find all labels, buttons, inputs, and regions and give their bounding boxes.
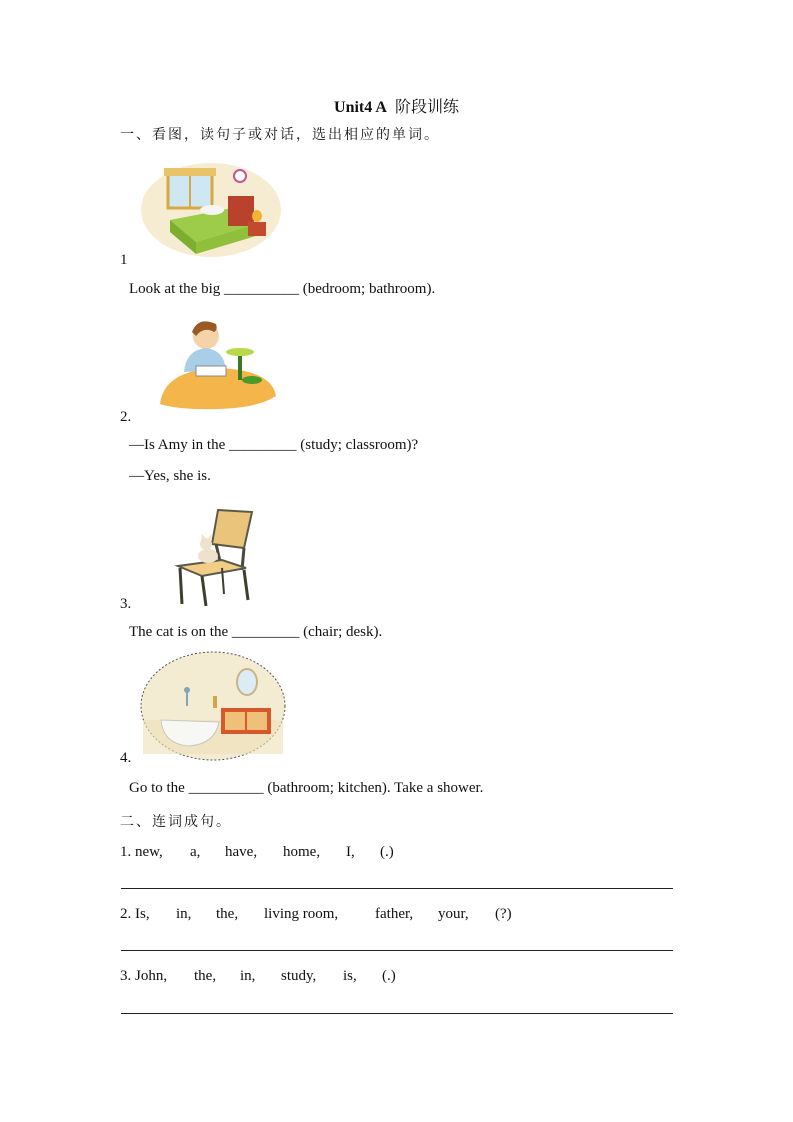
title-name: 阶段训练 [394, 99, 459, 116]
answer-line-3[interactable] [121, 1013, 673, 1014]
section-1-heading: 一、看图，读句子或对话，选出相应的单词。 [120, 127, 440, 143]
word: living room, [264, 906, 339, 922]
word: home, [283, 844, 321, 860]
bathroom-picture [139, 650, 287, 762]
word: father, [375, 906, 414, 922]
question-1-text: Look at the big __________ (bedroom; bathroom). [129, 281, 436, 297]
question-4-text: Go to the __________ (bathroom; kitchen). Take a shower. [129, 780, 484, 796]
word: is, [343, 968, 357, 984]
word: in, [176, 906, 192, 922]
word: I, [346, 844, 355, 860]
word: 2. Is, [120, 906, 150, 922]
question-3-text: The cat is on the _________ (chair; desk). [129, 624, 383, 640]
word: (?) [495, 906, 512, 922]
word: 1. new, [120, 844, 163, 860]
question-2-line-1: —Is Amy in the _________ (study; classroom)? [129, 437, 419, 453]
word: in, [240, 968, 256, 984]
chair-cat-picture [172, 508, 256, 608]
word: have, [225, 844, 258, 860]
answer-line-1[interactable] [121, 888, 673, 889]
page-title [0, 94, 793, 117]
question-3-number: 3. [120, 596, 132, 612]
word: a, [190, 844, 201, 860]
word: study, [281, 968, 317, 984]
question-2-number: 2. [120, 409, 132, 425]
answer-line-2[interactable] [121, 950, 673, 951]
word: 3. John, [120, 968, 168, 984]
word: (.) [382, 968, 396, 984]
word: the, [216, 906, 239, 922]
title-unit: Unit4 A [334, 99, 387, 116]
word: (.) [380, 844, 394, 860]
section-2-heading: 二、连词成句。 [120, 814, 232, 830]
study-picture [158, 316, 278, 410]
word: your, [438, 906, 469, 922]
question-2-line-2: —Yes, she is. [129, 468, 211, 484]
question-1-number: 1 [120, 252, 128, 268]
question-4-number: 4. [120, 750, 132, 766]
word: the, [194, 968, 217, 984]
bedroom-picture [140, 158, 282, 258]
